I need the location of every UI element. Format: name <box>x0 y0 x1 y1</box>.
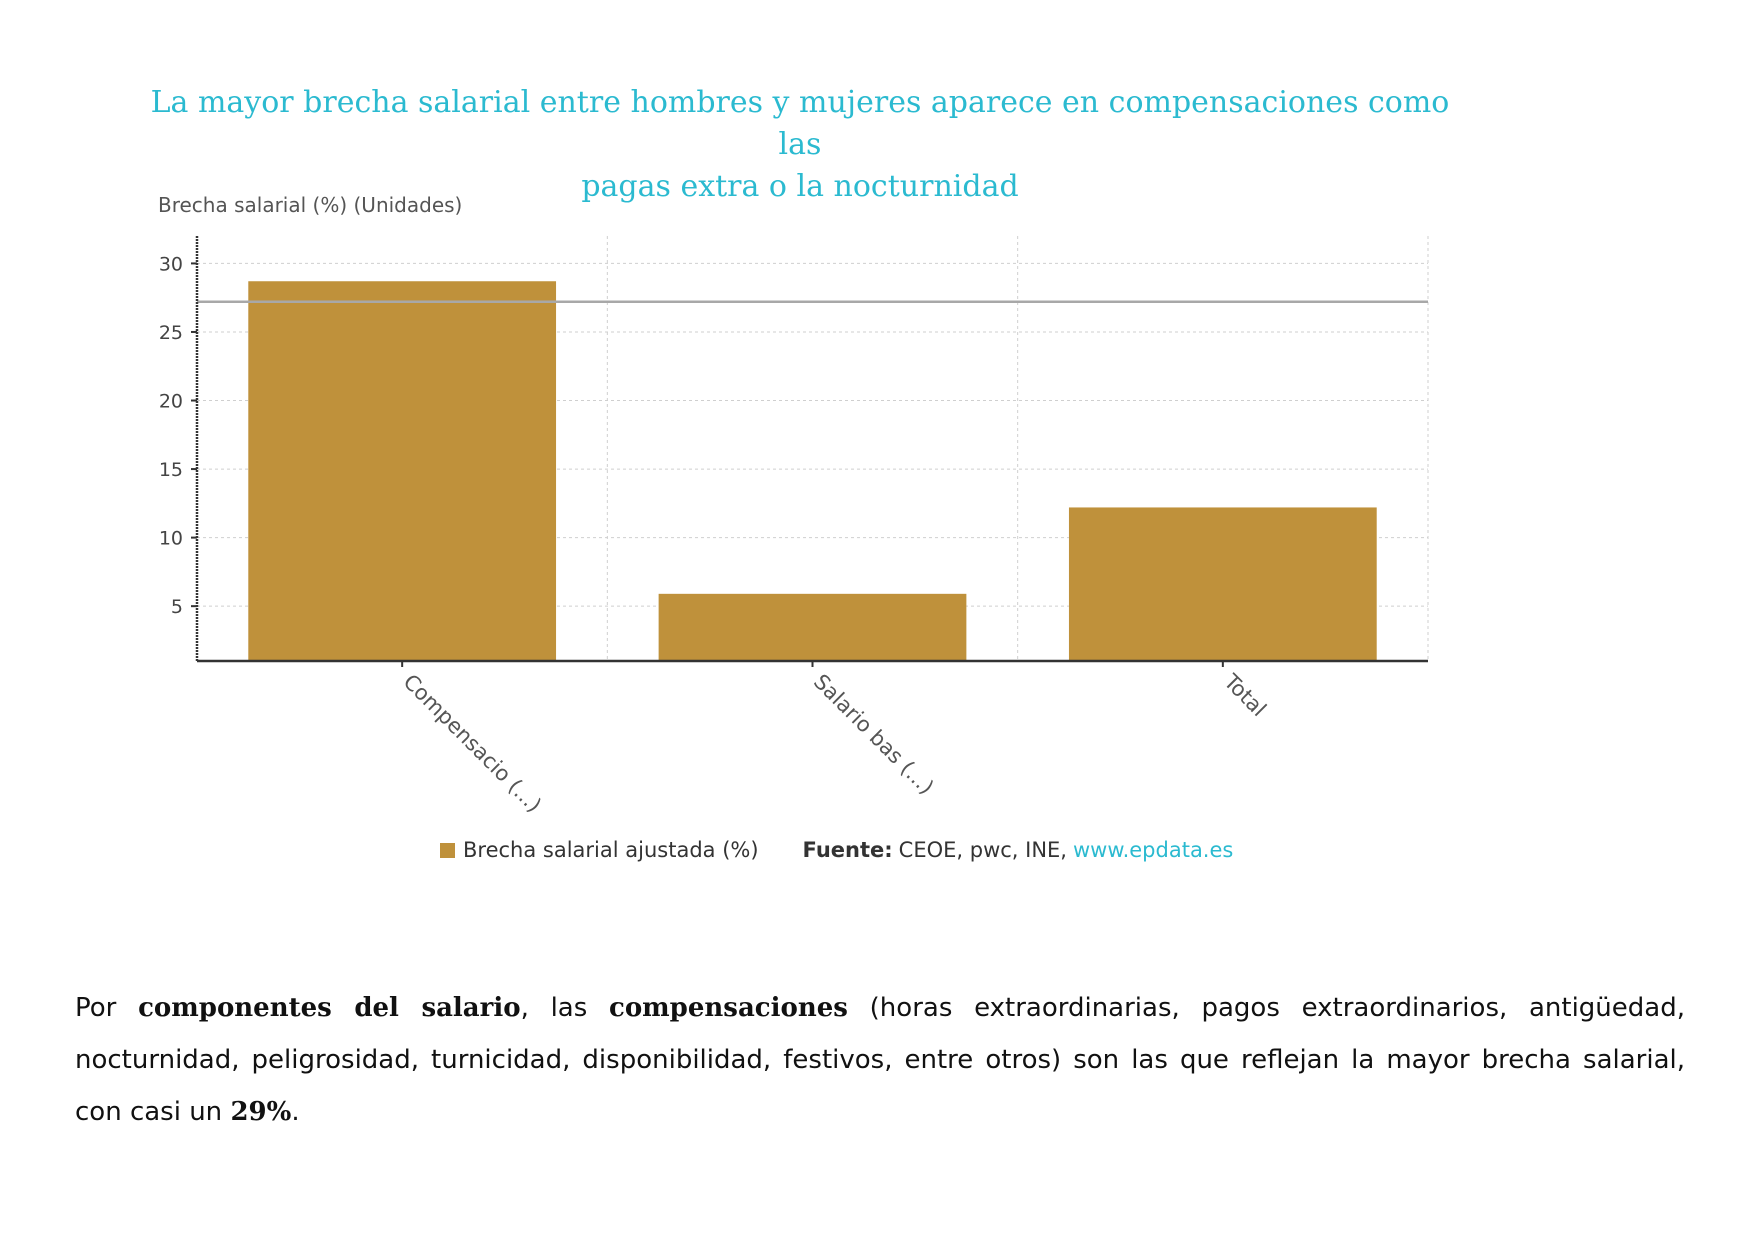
paragraph-text-3: (horas extraordinarias, pagos extraordinarios, antigüedad, nocturnidad, peligrosidad, turnicidad, disponibilidad, festivos, entre otros) son las que reflejan la mayor brecha salarial, con casi un <box>75 993 1685 1127</box>
chart-title-line-2: pagas extra o la nocturnidad <box>581 169 1019 204</box>
y-tick-label: 20 <box>158 390 183 413</box>
chart-legend <box>440 838 1233 862</box>
paragraph-bold-1: componentes del salario <box>138 993 521 1023</box>
paragraph-text-1: Por <box>75 993 139 1023</box>
y-tick-label: 15 <box>158 459 183 482</box>
bars <box>248 281 1376 661</box>
legend-swatch <box>440 843 455 858</box>
source-text: CEOE, pwc, INE, <box>898 838 1067 862</box>
legend-label: Brecha salarial ajustada (%) <box>463 838 759 862</box>
y-tick-label: 10 <box>158 527 183 550</box>
y-axis-label: Brecha salarial (%) (Unidades) <box>158 193 463 217</box>
y-tick-label: 5 <box>170 596 183 619</box>
bar <box>248 281 556 661</box>
paragraph-text-2: , las <box>520 993 609 1023</box>
paragraph-bold-2: compensaciones <box>609 993 848 1023</box>
body-paragraph <box>75 982 1685 1138</box>
x-tick-label: Total <box>1219 669 1271 722</box>
paragraph-bold-3: 29% <box>230 1097 292 1127</box>
source-link[interactable]: www.epdata.es <box>1072 838 1234 862</box>
source-label: Fuente: <box>802 838 893 862</box>
x-tick-label: Salario bas (...) <box>808 669 939 800</box>
paragraph-text-4: . <box>291 1097 300 1127</box>
chart-title-line-1: La mayor brecha salarial entre hombres y mujeres aparece en compensaciones como las <box>150 85 1450 162</box>
x-tick-label: Compensacio (...) <box>398 669 547 818</box>
bar <box>659 594 967 661</box>
y-tick-label: 25 <box>158 321 183 344</box>
y-tick-label: 30 <box>158 253 183 276</box>
bar <box>1069 507 1377 661</box>
